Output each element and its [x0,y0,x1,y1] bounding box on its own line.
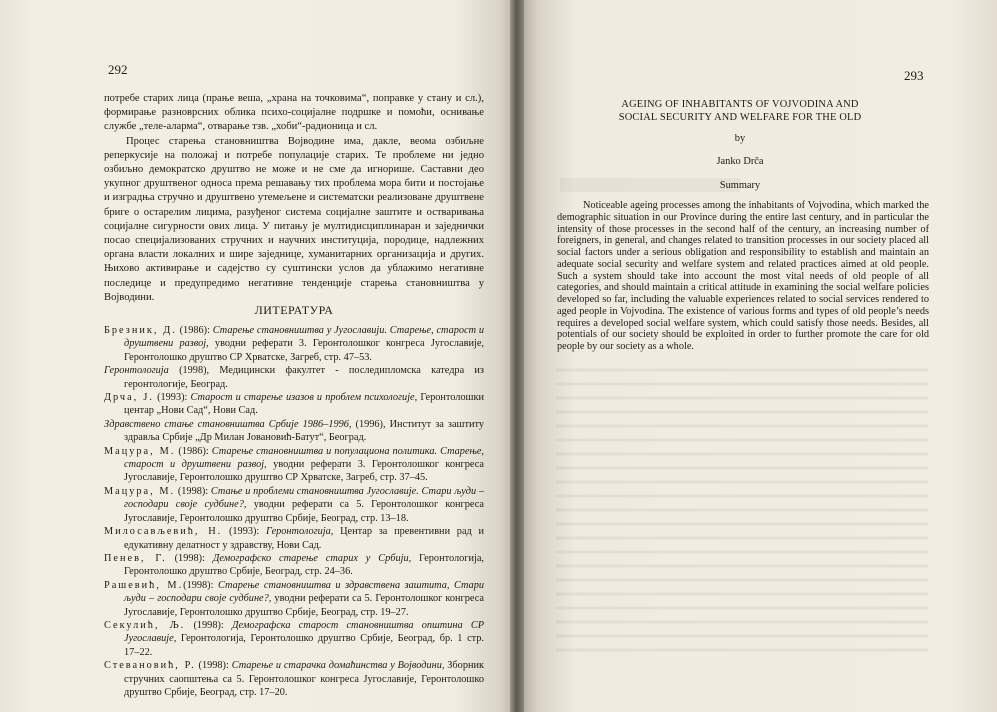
summary-heading: Summary [719,180,761,191]
left-page-number: 292 [108,62,128,77]
reference-item: Милосављевић, Н. (1993): Геронтологија, Центар за превентивни рад и едукативну делатност у здравству, Нови Сад. [104,526,485,551]
book-gutter [510,0,524,712]
reference-item: Дрча, Ј. (1993): Старост и старење изазов и проблем психологије, Геронтолошки центар „Нови Сад“, Нови Сад. [104,392,484,417]
reference-item: Брезник, Д. (1986): Старење становништва у Југославији. Старење, старост и друштвени развој, уводни реферати 3. Геронтолошког конгреса Југославије, Геронтолошко друштво СР Хрватске, Загреб, стр. 47–53. [104,325,485,363]
title-line: SOCIAL SECURITY AND WELFARE FOR THE OLD [618,112,862,123]
paragraph: Noticeable ageing processes among the inhabitants of Vojvodina, which marked the demographic situation in our Province during the entire last century, and in particular the intensity of those processes in the second half of the century, an increasing number of foreigners, in general, and changes related to transition processes in our society placed all social factors under a serious obligation and responsibility to establish and maintain an adequate social security and welfare system and related practices aimed at old people. Such a system should take into account the most vital needs of old people of all categories, and should maintain a critical attitude in examining the social welfare policies developed so far, including the valuable experiences related to social services rendered to aged people in Vojvodina. The existence of various forms and types of old people’s needs requires a developed social welfare system, which could satisfy those needs. Besides, all potentials of our society should be exploited in order to further promote the care for old people by our society as a whole. [557,200,929,352]
reference-item: Стевановић, Р. (1998): Старење и старачка домаћинства у Војводини, Зборник стручних саопштења са 5. Геронтолошког конгреса Југославије, Геронтолошко друштво Србије, Београд, стр. 17–20. [104,660,484,698]
byline-by: by [734,133,746,144]
reference-item: Здравствено стање становништва Србије 1986–1996, (1996), Институт за заштиту здравља Србије „Др Милан Јовановић-Батут“, Београд. [104,418,484,444]
reference-item: Секулић, Љ. (1998): Демографска старост становништва општина СР Југославије, Геронтологија, Геронтолошко друштво Србије, Београд, бр. 1 стр. 17–22. [104,619,484,658]
reference-item: Мацура, М. (1986): Старење становништва и популациона политика. Старење, старост и друштвени развој, уводни реферати 3. Геронтолошког конгреса Југославије, Геронтолошко друштво СР Хрватске, Загреб, стр. 37–45. [104,445,485,484]
right-page-number: 293 [904,68,924,83]
left-body-text [104,92,484,305]
reference-item: Пенев, Г. (1998): Демографско старење старих у Србији, Геронтологија, Геронтолошко друштво Србије, Београд, стр. 24–36. [104,552,484,578]
title-line: AGEING OF INHABITANTS OF VOJVODINA AND [621,99,859,110]
article-title [585,98,895,124]
reference-list [104,324,484,699]
bleed-through-texture [556,360,928,660]
paragraph: Процес старења становништва Војводине има, дакле, веома озбиљне реперкусије на положај и потребе популације старих. Те проблеме ни једно озбиљно демократско друштво не може и не сме да игнорише. Саставни део укупног друштвеног односа према решавању тих проблема мора бити и постојање и изградња стручно и друштвено утемељене и систематски реализоване друштвене бриге о остарелим лицима, разуђеног система социјалне заштите и остваривања социјалне сигурности ових лица. У питању је мултидисциплинаран и заједнички посао специјализованих стручних и научних институција, породице, надлежних органа власти локалних и шире заједнице, хуманитарних организација и других. Њихово активирање и садејство су суштински услов да ублажимо негативне последице и предупредимо негативне тенденције старења становништва у Војводини. [104,135,484,303]
reference-item: Мацура, М. (1998): Стање и проблеми становништва Југославије. Стари људи – господари своје судбине?, уводни реферати са 5. Геронтолошког конгреса Југославије, Геронтолошко друштво Србије, Београд, стр. 13–18. [104,485,484,524]
paragraph: потребе старих лица (прање веша, „храна на точковима“, поправке у стану и сл.), формирање разноврсних облика психо-социјалне подршке и помоћи, оснивање службе „теле-аларма“, отварање тзв. „хоби“-радионица и сл. [104,93,484,133]
reference-item: Геронтологија (1998), Медицински факултет - последипломска катедра из геронтологије, Београд. [104,365,484,390]
author-name: Janko Drča [716,156,764,167]
summary-body [557,200,929,353]
literature-heading: ЛИТЕРАТУРА [254,303,334,317]
reference-item: Рашевић, М.(1998): Старење становништва и здравствена заштита, Стари људи – господари своје судбине?, уводни реферати са 5. Геронтолошког конгреса Југославије, Геронтолошко друштво Србије, Београд, стр. 19–27. [104,579,484,618]
